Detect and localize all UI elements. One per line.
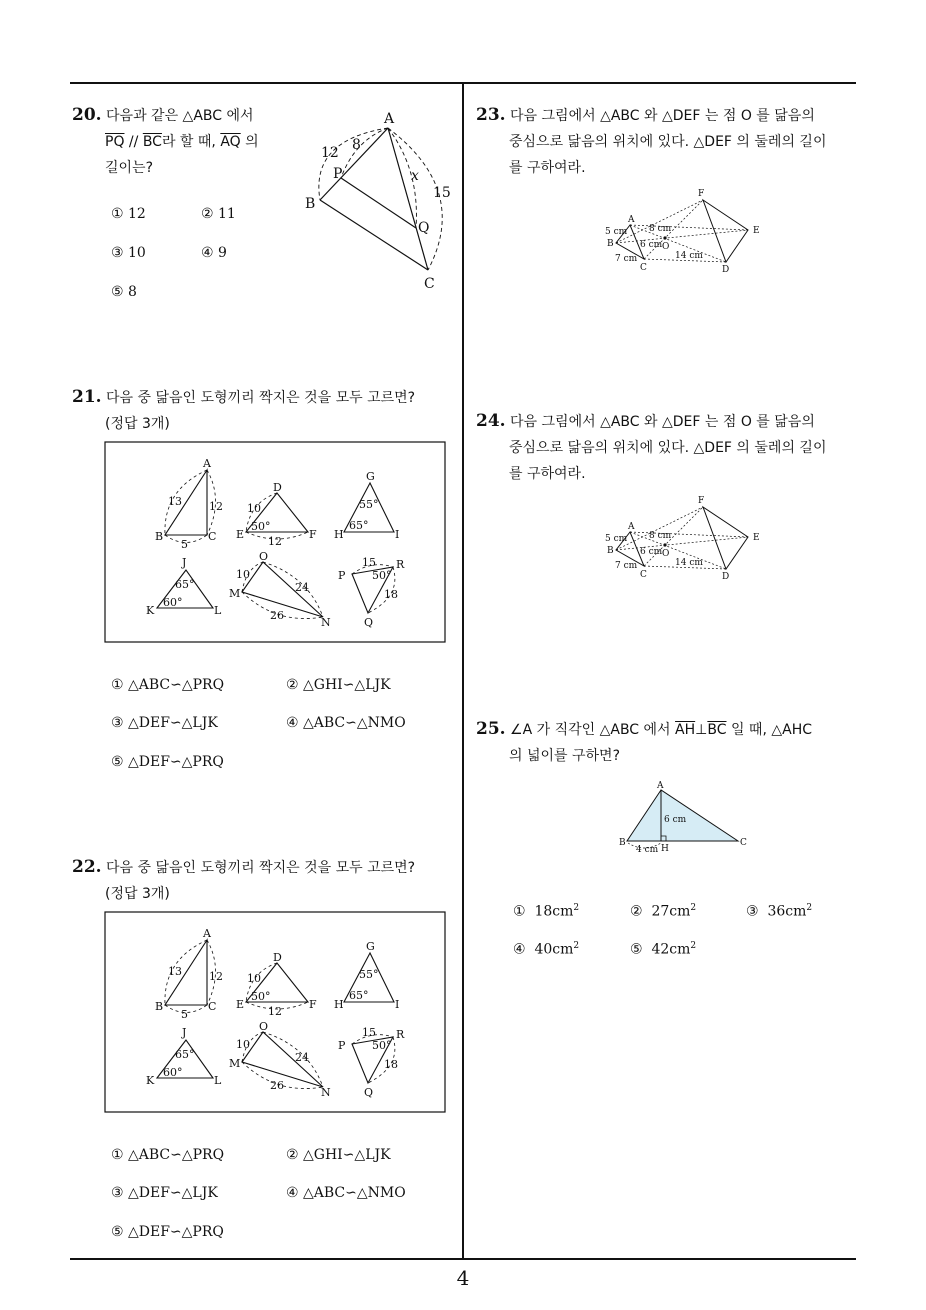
question-24 [476, 408, 866, 487]
label-i: I [395, 998, 400, 1011]
question-number: 21. [72, 387, 102, 407]
label-8cm: 8 cm [649, 224, 672, 234]
label-d: D [722, 265, 730, 275]
choice-1[interactable]: ① △ABC∽△PRQ [111, 1147, 225, 1163]
segment-bc: $\overline{BC}$ [707, 722, 727, 738]
label-13: 13 [168, 495, 182, 508]
label-55deg: 55° [359, 498, 379, 511]
label-r: R [396, 558, 405, 571]
label-h: H [334, 528, 344, 541]
label-12b: 12 [268, 535, 282, 548]
choice-2[interactable]: ② $27cm^2$ [630, 903, 697, 920]
label-h: H [661, 844, 669, 854]
label-65deg-b: 65° [175, 578, 195, 591]
label-p: P [338, 569, 346, 582]
label-13: 13 [168, 965, 182, 978]
choice-5[interactable]: ⑤ △DEF∽△PRQ [111, 1224, 224, 1240]
label-x: x [411, 168, 419, 184]
segment-bc: $\overline{BC}$ [142, 134, 162, 150]
question-text: 길이는? [105, 160, 154, 176]
bottom-rule [70, 1258, 856, 1260]
label-a: A [628, 522, 635, 532]
label-65deg-b: 65° [175, 1048, 195, 1061]
label-8cm: 8 cm [649, 531, 672, 541]
label-b: B [155, 1000, 164, 1013]
right-triangle-figure-25 [615, 778, 755, 854]
label-b: B [619, 838, 626, 848]
segment-pq: $\overline{PQ}$ [105, 134, 125, 150]
label-50deg-b: 50° [372, 1039, 392, 1052]
label-5: 5 [181, 538, 188, 551]
label-m: M [229, 1057, 241, 1070]
label-e: E [236, 528, 245, 541]
label-n: N [321, 1086, 331, 1099]
question-number: 22. [72, 857, 102, 877]
label-18: 18 [384, 588, 398, 601]
label-b: B [155, 530, 164, 543]
label-b: B [607, 546, 614, 556]
label-d: D [273, 481, 282, 494]
label-e: E [753, 533, 760, 543]
label-12b: 12 [268, 1005, 282, 1018]
label-e: E [236, 998, 245, 1011]
label-7cm: 7 cm [615, 561, 638, 571]
question-text: (정답 3개) [105, 416, 170, 432]
question-number: 23. [476, 105, 506, 125]
label-5cm: 5 cm [605, 534, 628, 544]
label-c: C [208, 530, 217, 543]
label-l: L [214, 1074, 222, 1087]
choice-4[interactable]: ④ △ABC∽△NMO [286, 715, 406, 731]
choice-3[interactable]: ③ △DEF∽△LJK [111, 1185, 218, 1201]
label-8: 8 [352, 137, 361, 153]
triangle-figure-20 [300, 104, 460, 296]
label-26: 26 [270, 1079, 284, 1092]
choice-1[interactable]: ① △ABC∽△PRQ [111, 677, 225, 693]
question-25: 25. ∠A 가 직각인 △ABC 에서 $\overline{AH}\perp\overline{BC}$ 일 때, △AHC 의 넓이를 구하면? [476, 719, 812, 764]
label-15: 15 [362, 556, 376, 569]
label-60deg: 60° [163, 1066, 183, 1079]
label-10: 10 [247, 972, 261, 985]
choice-4[interactable]: ④ 9 [201, 245, 227, 261]
label-c: C [208, 1000, 217, 1013]
label-5: 5 [181, 1008, 188, 1021]
label-55deg: 55° [359, 968, 379, 981]
label-26: 26 [270, 609, 284, 622]
label-b: B [305, 196, 316, 212]
label-10b: 10 [236, 568, 250, 581]
label-a: A [657, 781, 664, 791]
question-number: 24. [476, 411, 506, 431]
label-k: K [146, 1074, 155, 1087]
choice-3[interactable]: ③ △DEF∽△LJK [111, 715, 218, 731]
choice-3[interactable]: ③ 10 [111, 245, 146, 261]
label-n: N [321, 616, 331, 629]
choice-1[interactable]: ① 12 [111, 206, 146, 222]
label-f: F [309, 998, 317, 1011]
label-j: J [182, 556, 187, 569]
choice-2[interactable]: ② 11 [201, 206, 236, 222]
label-f: F [698, 496, 705, 506]
label-q: Q [364, 616, 374, 629]
choice-4[interactable]: ④ △ABC∽△NMO [286, 1185, 406, 1201]
page-number: 4 [456, 1266, 470, 1290]
choice-5[interactable]: ⑤ 8 [111, 284, 137, 300]
label-d: D [722, 572, 730, 582]
label-c: C [640, 570, 647, 580]
segment-ah: $\overline{AH}$ [675, 722, 696, 738]
question-number: 25. [476, 719, 506, 739]
label-o: O [662, 549, 670, 559]
label-5cm: 5 cm [605, 227, 628, 237]
label-50deg: 50° [251, 990, 271, 1003]
label-6cm: 6 cm [640, 547, 663, 557]
label-6cm: 6 cm [664, 815, 687, 825]
choice-3[interactable]: ③ $36cm^2$ [746, 903, 813, 920]
homothety-figure-24 [600, 493, 770, 583]
label-f: F [309, 528, 317, 541]
label-24: 24 [295, 581, 309, 594]
label-18: 18 [384, 1058, 398, 1071]
segment-aq: $\overline{AQ}$ [220, 134, 241, 150]
label-10: 10 [247, 502, 261, 515]
question-21 [72, 384, 462, 437]
label-g: G [366, 470, 375, 483]
label-a: A [203, 927, 211, 940]
label-o: O [259, 1020, 269, 1033]
question-text: 를 구하여라. [509, 160, 586, 176]
label-60deg: 60° [163, 596, 183, 609]
question-text: 를 구하여라. [509, 466, 586, 482]
label-50deg-b: 50° [372, 569, 392, 582]
label-i: I [395, 528, 400, 541]
label-4cm: 4 cm [636, 845, 659, 854]
label-c: C [740, 838, 747, 848]
label-6cm: 6 cm [640, 240, 663, 250]
question-text: 중심으로 닮음의 위치에 있다. △DEF 의 둘레의 길이 [509, 440, 827, 456]
question-number: 20. [72, 105, 102, 125]
label-50deg: 50° [251, 520, 271, 533]
label-d: D [273, 951, 282, 964]
label-p: P [338, 1039, 346, 1052]
label-r: R [396, 1028, 405, 1041]
label-c: C [424, 276, 435, 292]
similar-triangles-figure-21 [104, 441, 446, 643]
similar-triangles-figure-22 [104, 911, 446, 1113]
label-f: F [698, 189, 705, 199]
label-15: 15 [362, 1026, 376, 1039]
label-j: J [182, 1026, 187, 1039]
question-22 [72, 854, 462, 907]
question-text: 다음 그림에서 △ABC 와 △DEF 는 점 O 를 닮음의 [510, 108, 815, 124]
choice-1[interactable]: ① $18cm^2$ [513, 903, 580, 920]
choice-2[interactable]: ② △GHI∽△LJK [286, 677, 391, 693]
label-a: A [203, 457, 211, 470]
question-text: 다음 중 닮음인 도형끼리 짝지은 것을 모두 고르면? [106, 390, 416, 406]
question-23 [476, 102, 866, 181]
choice-4[interactable]: ④ $40cm^2$ [513, 941, 580, 958]
label-10b: 10 [236, 1038, 250, 1051]
question-text: 중심으로 닮음의 위치에 있다. △DEF 의 둘레의 길이 [509, 134, 827, 150]
label-12: 12 [321, 145, 339, 161]
label-12: 12 [209, 500, 223, 513]
column-divider [462, 84, 464, 1260]
question-text: 다음 중 닮음인 도형끼리 짝지은 것을 모두 고르면? [106, 860, 416, 876]
choice-5[interactable]: ⑤ △DEF∽△PRQ [111, 754, 224, 770]
label-c: C [640, 263, 647, 273]
question-text: 다음 그림에서 △ABC 와 △DEF 는 점 O 를 닮음의 [510, 414, 815, 430]
label-a: A [628, 215, 635, 225]
label-65deg: 65° [349, 989, 369, 1002]
choice-5[interactable]: ⑤ $42cm^2$ [630, 941, 697, 958]
label-12: 12 [209, 970, 223, 983]
label-e: E [753, 226, 760, 236]
homothety-figure-23 [600, 186, 770, 276]
label-p: P [333, 166, 343, 182]
label-q: Q [364, 1086, 374, 1099]
label-15: 15 [433, 185, 451, 201]
label-o: O [662, 242, 670, 252]
choice-2[interactable]: ② △GHI∽△LJK [286, 1147, 391, 1163]
question-text: (정답 3개) [105, 886, 170, 902]
label-14cm: 14 cm [675, 558, 703, 568]
label-a: A [384, 111, 395, 127]
label-g: G [366, 940, 375, 953]
question-text: 의 넓이를 구하면? [509, 748, 620, 764]
question-20: 20. 다음과 같은 △ABC 에서 $\overline{PQ} // \overline{BC}$라 할 때, $\overline{AQ}$ 의 길이는? [72, 105, 259, 176]
label-l: L [214, 604, 222, 617]
label-7cm: 7 cm [615, 254, 638, 264]
label-h: H [334, 998, 344, 1011]
label-m: M [229, 587, 241, 600]
question-text: 다음과 같은 △ABC 에서 [106, 108, 254, 124]
label-65deg: 65° [349, 519, 369, 532]
label-k: K [146, 604, 155, 617]
label-q: Q [418, 220, 430, 236]
label-24: 24 [295, 1051, 309, 1064]
label-14cm: 14 cm [675, 251, 703, 261]
label-o: O [259, 550, 269, 563]
label-b: B [607, 239, 614, 249]
